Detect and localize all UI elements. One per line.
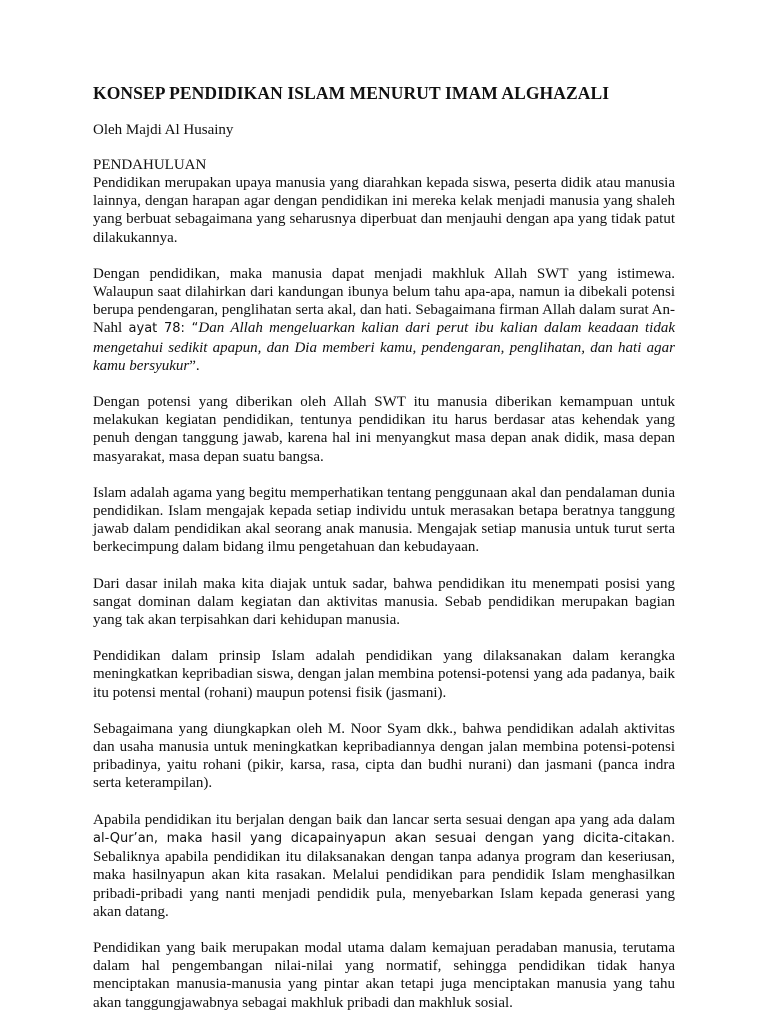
paragraph-3: Dengan potensi yang diberikan oleh Allah SWT itu manusia diberikan kemampuan untuk melakukan kegiatan pendidikan, tentunya pendidikan itu harus berdasar atas kehendak yang penuh dengan tanggung jawab, karena hal ini menyangkut masa depan anak didik, masa depan masyarakat, masa depan suatu bangsa. (93, 394, 675, 465)
paragraph-5: Dari dasar inilah maka kita diajak untuk sadar, bahwa pendidikan itu menempati posisi yang sangat dominan dalam kegiatan dan aktivitas manusia. Sebab pendidikan merupakan bagian yang tak akan terpisahkan dari kehidupan manusia. (93, 575, 675, 629)
paragraph-8-part3: Sebaliknya apabila pendidikan itu dilaksanakan dengan tanpa adanya program dan keseriusan, maka hasilnyapun akan kita rasakan. Melalui pendidikan para pendidik Islam menghasilkan pribadi-pribadi yang nanti menjadi pendidik pula, menyebarkan Islam kepada generasi yang akan datang. (93, 849, 675, 920)
document-title: KONSEP PENDIDIKAN ISLAM MENURUT IMAM ALGHAZALI (93, 83, 610, 103)
paragraph-1: Pendidikan merupakan upaya manusia yang diarahkan kepada siswa, peserta didik atau manusia lainnya, dengan harapan agar dengan pendidikan ini mereka kelak menjadi manusia yang shaleh yang berbuat sebagaimana yang seharusnya diperbuat dan menjauhi dengan apa yang tidak patut dilakukannya. (93, 175, 675, 246)
paragraph-2-quran (93, 265, 675, 375)
paragraph-7: Sebagaimana yang diungkapkan oleh M. Noor Syam dkk., bahwa pendidikan adalah aktivitas dan usaha manusia untuk meningkatkan kepribadiannya dengan jalan membina potensi-potensi pribadinya, yaitu rohani (pikir, karsa, rasa, cipta dan budhi nurani) dan jasmani (panca indra serta keterampilan). (93, 720, 675, 792)
quran-verse: Dan Allah mengeluarkan kalian dari perut ibu kalian dalam keadaan tidak mengetahui sedikit apapun, dan Dia memberi kamu, pendengaran, penglihatan, dan hati agar kamu bersyukur (93, 320, 675, 374)
document-author: Oleh Majdi Al Husainy (93, 122, 234, 138)
ayat-reference: ayat 78: “ (128, 321, 199, 337)
paragraph-4: Islam adalah agama yang begitu memperhatikan tentang penggunaan akal dan pendalaman dunia pendidikan. Islam mengajak kepada setiap individu untuk merasakan betapa beratnya tanggung jawab dalam pendidikan akal seorang anak manusia. Mengajak setiap manusia untuk turut serta berkecimpung dalam bidang ilmu pengetahuan dan kebudayaan. (93, 484, 675, 556)
paragraph-2-intro: Dengan pendidikan, maka manusia dapat menjadi makhluk Allah SWT yang istimewa. Walaupun saat dilahirkan dari kandungan ibunya belum tahu apa-apa, namun ia dibekali potensi berupa pendengaran, penglihatan serta akal, dan hati. Sebagaimana firman Allah dalam surat An-Nahl (93, 265, 675, 337)
paragraph-8-part1: Apabila pendidikan itu berjalan dengan baik dan lancar serta sesuai dengan apa yang ada dalam (93, 811, 675, 828)
paragraph-9: Pendidikan yang baik merupakan modal utama dalam kemajuan peradaban manusia, terutama dalam hal pengembangan nilai-nilai yang normatif, sehingga pendidikan tidak hanya menciptakan manusia-manusia yang pintar akan tetapi juga menciptakan manusia yang tahu akan tanggungjawabnya sebagai makhluk pribadi dan makhluk sosial. (93, 939, 675, 1011)
verse-closing: ”. (189, 357, 200, 374)
paragraph-8-part2: al-Qur’an, maka hasil yang dicapainyapun akan sesuai dengan yang dicita-citakan. (93, 830, 675, 846)
paragraph-6: Pendidikan dalam prinsip Islam adalah pendidikan yang dilaksanakan dalam kerangka meningkatkan kepribadian siswa, dengan jalan membina potensi-potensi yang ada padanya, baik itu potensi mental (rohani) maupun potensi fisik (jasmani). (93, 648, 675, 701)
section-heading: PENDAHULUAN (93, 157, 207, 173)
paragraph-8-alquran (93, 811, 675, 921)
